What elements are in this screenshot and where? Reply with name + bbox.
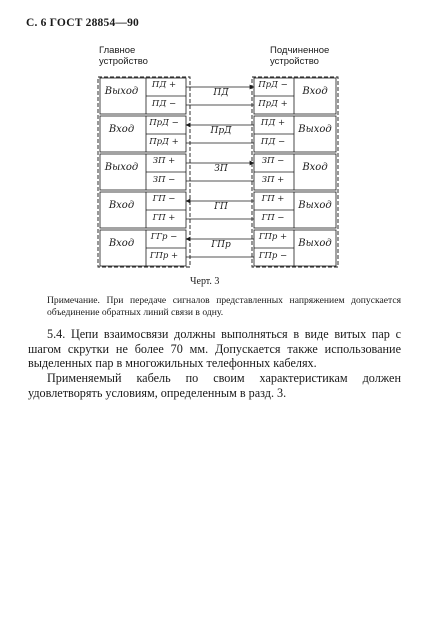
right-block-label: Выход [298, 200, 332, 211]
right-signal-cell: ЗП − [261, 156, 285, 166]
left-signal-cell: ГГр − [150, 232, 178, 242]
figure-note: Примечание. При передаче сигналов представленных напряжением допускается объединение обратных линий связи в одну. [47, 295, 401, 318]
right-block-label: Выход [298, 124, 332, 135]
paragraph-5-4: 5.4. Цепи взаимосвязи должны выполняться в виде витых пар с шагом скрутки не более 70 мм. Допускается также использование выделенных пар в многожильных телефонных кабелях. [28, 327, 401, 370]
figure-caption: Черт. 3 [190, 276, 220, 287]
left-signal-cell: ГП + [152, 213, 176, 223]
line-label: ГП [214, 202, 228, 212]
right-signal-cell: ЗП + [261, 175, 285, 185]
right-signal-cell: ГП + [261, 194, 285, 204]
left-signal-cell: ГП − [152, 194, 176, 204]
left-block-label: Вход [108, 200, 135, 211]
right-block-label: Вход [302, 162, 328, 173]
left-signal-cell: ЗП − [152, 175, 176, 185]
left-signal-cell: ЗП + [152, 156, 176, 166]
diagram-labels [96, 76, 340, 272]
sub-device-title: Подчиненное устройство [270, 45, 330, 67]
paragraph-cable: Применяемый кабель по своим характеристикам должен удовлетворять условиям, определенным в разд. 3. [28, 371, 401, 400]
line-label: ГПр [211, 240, 231, 250]
left-signal-cell: ПрД + [149, 137, 179, 147]
main-device-title: Главное устройство [99, 45, 148, 67]
right-block-label: Выход [298, 238, 332, 249]
left-signal-cell: ПД + [151, 80, 177, 90]
left-signal-cell: ПрД − [149, 118, 179, 128]
right-signal-cell: ПД + [260, 118, 286, 128]
right-signal-cell: ПрД + [258, 99, 288, 109]
line-label: ЗП [214, 164, 228, 174]
left-block-label: Выход [104, 162, 139, 173]
right-signal-cell: ГП − [261, 213, 285, 223]
right-signal-cell: ПрД − [258, 80, 288, 90]
line-label: ПрД [210, 126, 232, 136]
right-block-label: Вход [302, 86, 328, 97]
left-block-label: Вход [108, 124, 135, 135]
line-label: ПД [213, 88, 229, 98]
right-signal-cell: ГПр + [258, 232, 288, 242]
left-block-label: Выход [104, 86, 139, 97]
page-header: С. 6 ГОСТ 28854—90 [26, 17, 139, 29]
left-signal-cell: ПД − [151, 99, 177, 109]
right-signal-cell: ГПр − [258, 251, 288, 261]
left-block-label: Вход [108, 238, 135, 249]
left-signal-cell: ГПр + [149, 251, 179, 261]
right-signal-cell: ПД − [260, 137, 286, 147]
